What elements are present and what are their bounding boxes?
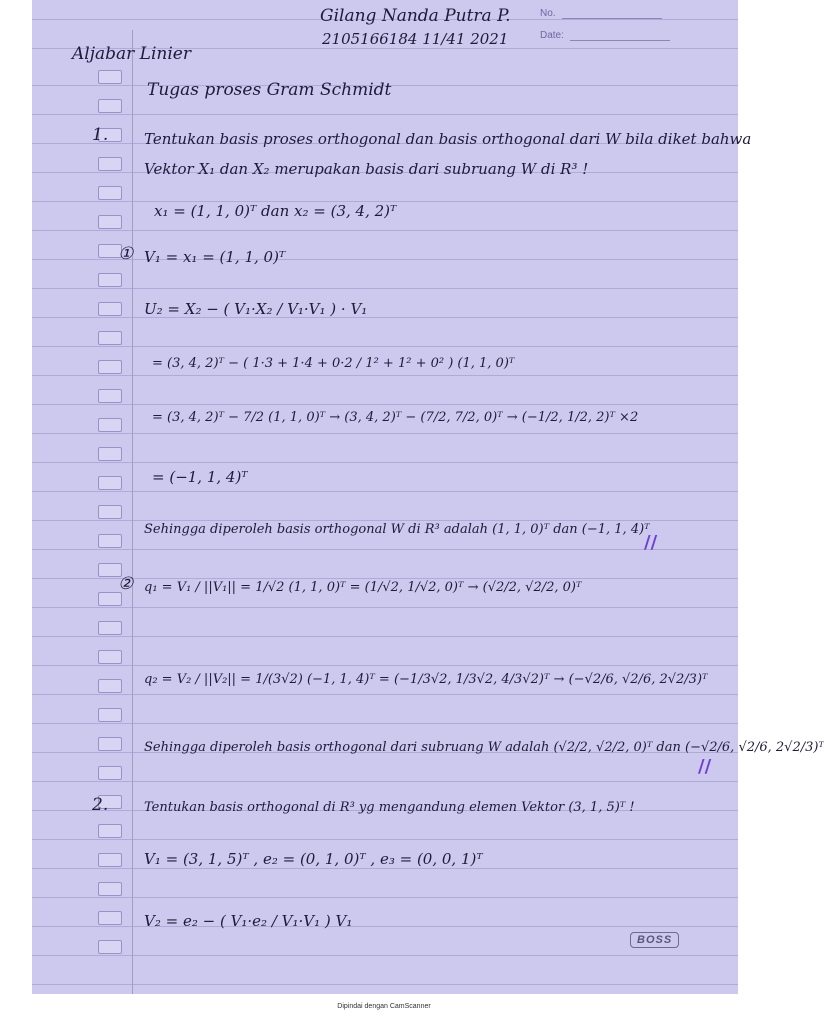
- conclusion-orthogonal-basis: Sehingga diperoleh basis orthogonal W di R³ adalah (1, 1, 0)ᵀ dan (−1, 1, 4)ᵀ: [144, 522, 650, 537]
- notebook-page: [32, 0, 824, 994]
- check-mark-1: //: [644, 532, 658, 553]
- problem-2-vectors: V₁ = (3, 1, 5)ᵀ , e₂ = (0, 1, 0)ᵀ , e₃ = (0, 0, 1)ᵀ: [144, 850, 483, 868]
- page-number-field: No.: [540, 8, 662, 19]
- problem-2-v2-formula: V₂ = e₂ − ( V₁·e₂ / V₁·V₁ ) V₁: [144, 912, 353, 930]
- assignment-title: Tugas proses Gram Schmidt: [147, 80, 392, 100]
- student-name: Gilang Nanda Putra P.: [320, 6, 511, 26]
- subject-title: Aljabar Linier: [72, 44, 191, 64]
- v2-formula: U₂ = X₂ − ( V₁·X₂ / V₁·V₁ ) · V₁: [144, 300, 368, 318]
- margin-line: [132, 30, 133, 994]
- problem-2-statement: Tentukan basis orthogonal di R³ yg mengandung elemen Vektor (3, 1, 5)ᵀ !: [144, 800, 635, 815]
- scanner-footer: Dipindai dengan CamScanner: [337, 1003, 431, 1010]
- v2-result: = (−1, 1, 4)ᵀ: [152, 468, 248, 486]
- problem-1-statement-line-2: Vektor X₁ dan X₂ merupakan basis dari subruang W di R³ !: [144, 160, 589, 178]
- step-1-label: ①: [118, 244, 134, 264]
- problem-1-statement-line-1: Tentukan basis proses orthogonal dan basis orthogonal dari W bila diket bahwa: [144, 130, 752, 148]
- problem-2-number: 2.: [92, 795, 109, 815]
- v2-simplification: = (3, 4, 2)ᵀ − 7/2 (1, 1, 0)ᵀ → (3, 4, 2)ᵀ − (7/2, 7/2, 0)ᵀ → (−1/2, 1/2, 2)ᵀ ×2: [152, 410, 639, 425]
- v2-substitution: = (3, 4, 2)ᵀ − ( 1·3 + 1·4 + 0·2 / 1² + 1² + 0² ) (1, 1, 0)ᵀ: [152, 356, 515, 371]
- problem-1-number: 1.: [92, 125, 109, 145]
- page-date-field: Date:: [540, 30, 670, 41]
- student-id-date: 2105166184 11/41 2021: [322, 30, 509, 48]
- given-vectors: x₁ = (1, 1, 0)ᵀ dan x₂ = (3, 4, 2)ᵀ: [154, 202, 397, 220]
- q2-normalization: q₂ = V₂ / ||V₂|| = 1/(3√2) (−1, 1, 4)ᵀ = (−1/3√2, 1/3√2, 4/3√2)ᵀ → (−√2/6, √2/6, 2√2/3)ᵀ: [144, 672, 708, 687]
- check-mark-2: //: [698, 756, 712, 777]
- step-2-label: ②: [118, 574, 134, 594]
- conclusion-orthonormal-basis: Sehingga diperoleh basis orthogonal dari subruang W adalah (√2/2, √2/2, 0)ᵀ dan (−√2/6, √2/6, 2√2/3)ᵀ: [144, 740, 824, 755]
- q1-normalization: q₁ = V₁ / ||V₁|| = 1/√2 (1, 1, 0)ᵀ = (1/√2, 1/√2, 0)ᵀ → (√2/2, √2/2, 0)ᵀ: [144, 580, 582, 595]
- v1-definition: V₁ = x₁ = (1, 1, 0)ᵀ: [144, 248, 286, 266]
- notebook-brand-logo: BOSS: [630, 932, 679, 948]
